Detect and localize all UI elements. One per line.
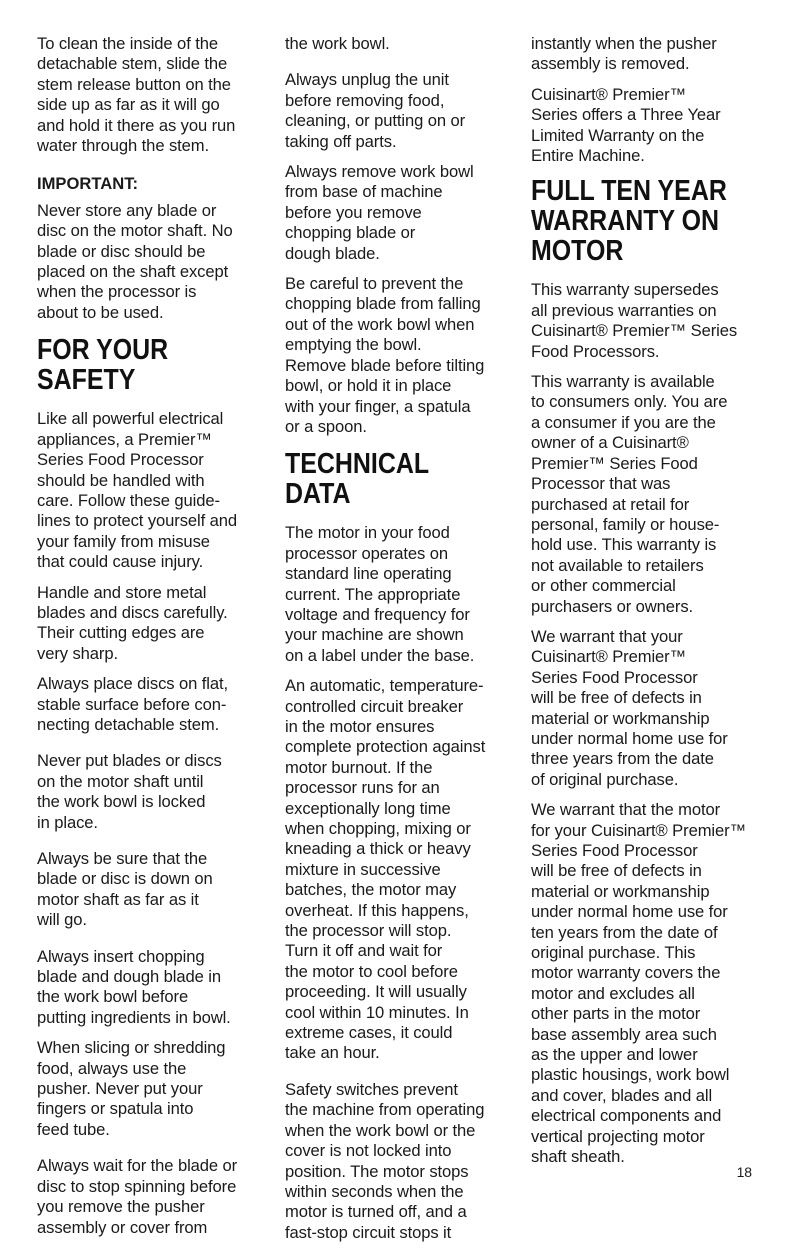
paragraph-work-bowl: the work bowl. xyxy=(285,34,390,53)
paragraph-remove-bowl: Always remove work bowl from base of machine before you remove chopping blade or dough blade. xyxy=(285,162,474,263)
paragraph-supersedes: This warranty supersedes all previous warranties on Cuisinart® Premier™ Series Food Processors. xyxy=(531,280,738,361)
paragraph-blade-storage: Never store any blade or disc on the motor shaft. No blade or disc should be placed on the shaft except when the processor is about to be used. xyxy=(37,200,233,322)
column-right xyxy=(531,34,763,1178)
paragraph-safety-intro: Like all powerful electrical appliances, a Premier™ Series Food Processor should be handled with care. Follow these guide- lines to protect yourself and your family from misuse that could cause injury. xyxy=(37,409,238,572)
paragraph-circuit-breaker: An automatic, temperature- controlled circuit breaker in the motor ensures complete protection against motor burnout. If the processor runs for an exceptionally long time when chopping, mixing or kneading a thick or heavy mixture in successive batches, the motor may overheat. If this happens, the processor will stop. Turn it off and wait for the motor to cool before proceeding. It will usually cool within 10 minutes. In extreme cases, it could take an hour. xyxy=(285,676,486,1063)
paragraph-never-put-blades: Never put blades or discs on the motor shaft until the work bowl is locked in place. xyxy=(37,751,222,832)
heading-ten-year-warranty: FULL TEN YEAR WARRANTY ON MOTOR xyxy=(531,175,727,268)
important-label: IMPORTANT: xyxy=(37,174,139,194)
page-number: 18 xyxy=(736,1164,752,1180)
column-middle xyxy=(285,34,517,1253)
paragraph-handle-blades: Handle and store metal blades and discs carefully. Their cutting edges are very sharp. xyxy=(37,582,228,663)
paragraph-blade-falling: Be careful to prevent the chopping blade from falling out of the work bowl when emptying the bowl. Remove blade before tilting bowl, or hold it in place with your finger, a spatula or a spoon. xyxy=(285,274,485,436)
paragraph-safety-switches: Safety switches prevent the machine from operating when the work bowl or the cover is not locked into position. The motor stops within seconds when the motor is turned off, and a fast-stop circuit stops it xyxy=(285,1079,485,1242)
paragraph-unplug: Always unplug the unit before removing food, cleaning, or putting on or taking off parts. xyxy=(285,70,466,151)
paragraph-insert-blade: Always insert chopping blade and dough blade in the work bowl before putting ingredients in bowl. xyxy=(37,946,231,1027)
paragraph-three-year-terms: We warrant that your Cuisinart® Premier™ Series Food Processor will be free of defects in material or workmanship under normal home use for three years from the date of original purchase. xyxy=(531,626,728,789)
paragraph-place-discs: Always place discs on flat, stable surface before con- necting detachable stem. xyxy=(37,674,228,734)
paragraph-consumers-only: This warranty is available to consumers only. You are a consumer if you are the owner of a Cuisinart® Premier™ Series Food Processor that was purchased at retail for personal, family or house- hold use. This warranty is not available to retailers or other commercial purchasers or owners. xyxy=(531,372,728,616)
heading-technical-data: TECHNICAL DATA xyxy=(285,448,429,511)
paragraph-three-year-warranty: Cuisinart® Premier™ Series offers a Three Year Limited Warranty on the Entire Machine. xyxy=(531,84,721,166)
paragraph-blade-down: Always be sure that the blade or disc is down on motor shaft as far as it will go. xyxy=(37,849,213,930)
paragraph-use-pusher: When slicing or shredding food, always use the pusher. Never put your fingers or spatula into feed tube. xyxy=(37,1038,226,1139)
paragraph-motor-current: The motor in your food processor operates on standard line operating current. The appropriate voltage and frequency for your machine are shown on a label under the base. xyxy=(285,523,475,665)
paragraph-motor-terms: We warrant that the motor for your Cuisinart® Premier™ Series Food Processor will be free of defects in material or workmanship under normal home use for ten years from the date of original purchase. This motor warranty covers the motor and excludes all other parts in the motor base assembly area such as the upper and lower plastic housings, work bowl and cover, blades and all electrical components and vertical projecting motor shaft sheath. xyxy=(531,800,747,1167)
paragraph-pusher-removed: instantly when the pusher assembly is removed. xyxy=(531,34,717,74)
heading-for-your-safety: FOR YOUR SAFETY xyxy=(37,334,169,397)
paragraph-clean-stem: To clean the inside of the detachable stem, slide the stem release button on the side up as far as it will go and hold it there as you run water through the stem. xyxy=(37,34,236,156)
paragraph-wait-blade: Always wait for the blade or disc to stop spinning before you remove the pusher assembly or cover from xyxy=(37,1156,238,1237)
column-left xyxy=(37,34,269,1248)
